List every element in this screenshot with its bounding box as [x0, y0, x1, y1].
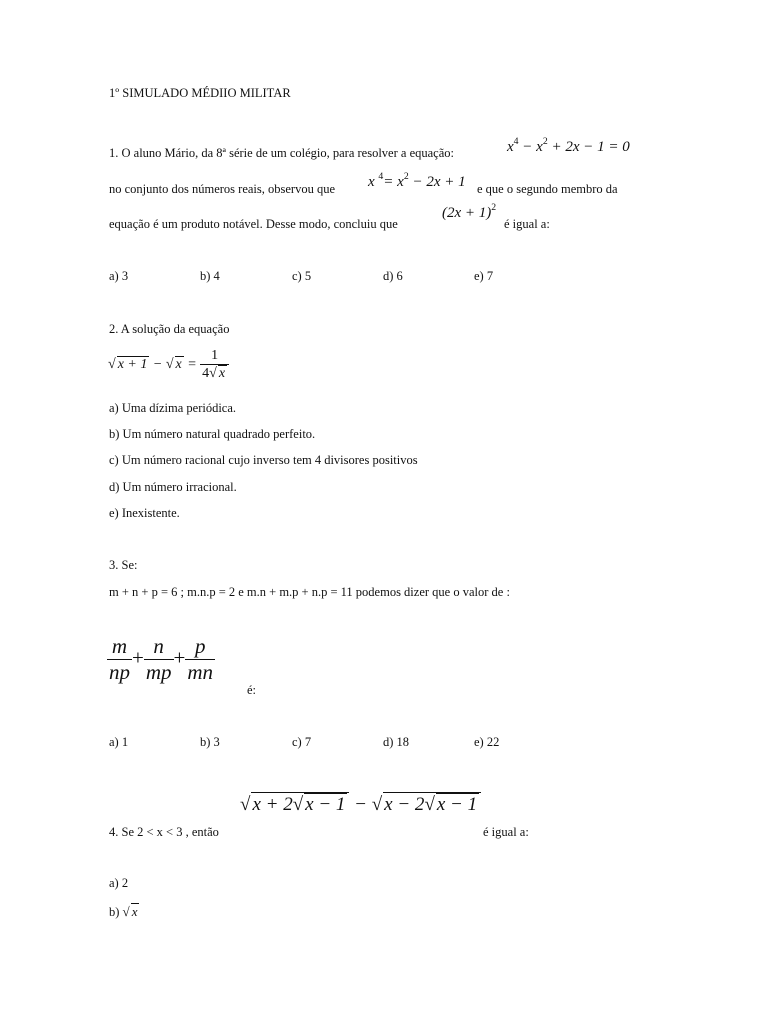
q1-statement-line-1: 1. O aluno Mário, da 8ª série de um colégio, para resolver a equação: — [109, 146, 454, 160]
q1-identity-formula: x $^4= x^2 - 2x + 1$ — [368, 171, 466, 190]
q2-option-e: e) Inexistente. — [109, 506, 180, 520]
q1-option-e: e) 7 — [474, 269, 494, 283]
q2-option-c: c) Um número racional cujo inverso tem 4 divisores positivos — [109, 453, 418, 467]
q1-option-a: a) 3 — [109, 269, 129, 283]
q4-option-b — [109, 903, 139, 920]
q2-equation-formula: √ x + 1 − √ x = $\frac{1}{4√ x}$ — [108, 348, 229, 382]
page-title: 1º SIMULADO MÉDIIO MILITAR — [109, 86, 291, 100]
q3-statement-line-2: m + n + p = 6 ; m.n.p = 2 e m.n + m.p + n.p = 11 podemos dizer que o valor de : — [109, 585, 510, 599]
q4-statement-end: é igual a: — [483, 825, 529, 839]
q1-expression-formula: $(2x + 1)^2$ — [442, 202, 497, 221]
q1-option-d: d) 6 — [383, 269, 403, 283]
q3-option-c: c) 7 — [292, 735, 312, 749]
q4-option-a: a) 2 — [109, 876, 129, 890]
q1-statement-line-2b: e que o segundo membro da — [477, 182, 618, 196]
q4-expression-formula: √ x + 2√ x − 1 − √ x − 2√ x − 1 — [240, 792, 481, 816]
q2-option-b: b) Um número natural quadrado perfeito. — [109, 427, 316, 441]
q3-statement-end: é: — [247, 683, 257, 697]
q2-option-d: d) Um número irracional. — [109, 480, 237, 494]
q1-statement-line-2a: no conjunto dos números reais, observou que — [109, 182, 336, 196]
q2-statement: 2. A solução da equação — [109, 322, 230, 336]
q3-statement-line-1: 3. Se: — [109, 558, 138, 572]
q3-option-e: e) 22 — [474, 735, 500, 749]
q3-option-b: b) 3 — [200, 735, 220, 749]
q1-statement-line-3a: equação é um produto notável. Desse modo, concluiu que — [109, 217, 398, 231]
q1-statement-line-3b: é igual a: — [504, 217, 550, 231]
q2-option-a: a) Uma dízima periódica. — [109, 401, 237, 415]
q3-option-d: d) 18 — [383, 735, 410, 749]
q4-statement: 4. Se 2 < x < 3 , então — [109, 825, 219, 839]
q4-option-b-formula: √ x — [122, 904, 138, 919]
q1-option-b: b) 4 — [200, 269, 220, 283]
q4-option-b-label: b) — [109, 905, 123, 919]
q3-expression-formula: $\frac{m}{np}$ + $\frac{n}{mp}$ + $\frac{p}{mn}$ — [109, 634, 214, 684]
q1-option-c: c) 5 — [292, 269, 312, 283]
q1-equation: $x^4 - x^2 + 2x - 1 = 0$ — [507, 136, 630, 155]
q3-option-a: a) 1 — [109, 735, 129, 749]
